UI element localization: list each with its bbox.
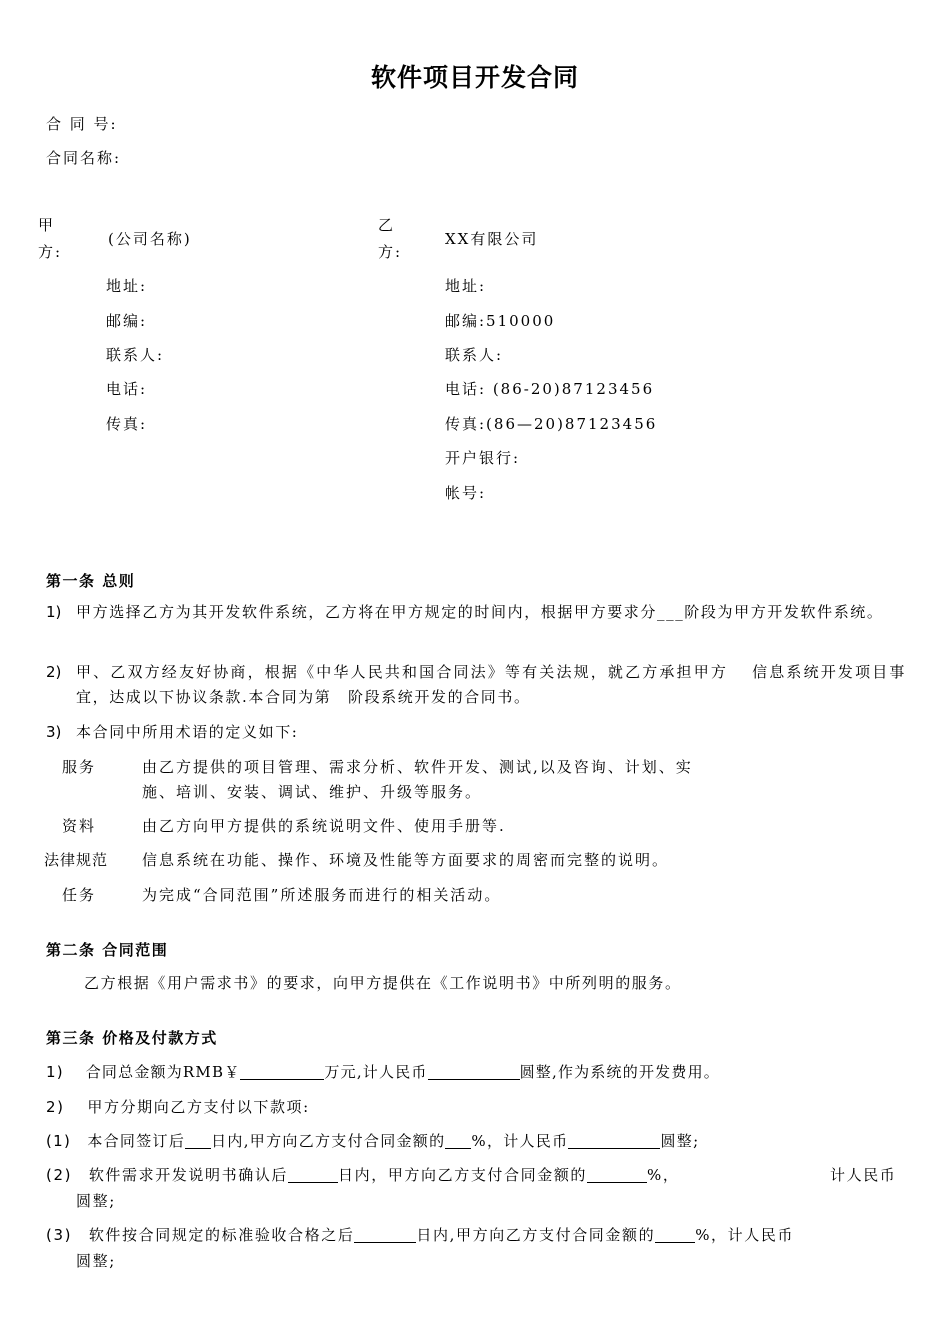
article-3-heading: 第三条 价格及付款方式 <box>46 1029 218 1047</box>
item-number: 2) <box>46 1098 65 1116</box>
item-number: (3) <box>46 1226 73 1244</box>
blank-amount-rmb[interactable] <box>428 1063 520 1080</box>
stage-1-text-a: 本合同签订后 <box>87 1132 186 1150</box>
party-b-address: 地址: <box>445 277 487 295</box>
party-b-label-line1: 乙 <box>378 216 396 234</box>
term-materials: 资料 <box>62 817 97 835</box>
party-b-phone: 电话: (86-20)87123456 <box>445 380 655 398</box>
party-a-name: (公司名称) <box>108 230 192 248</box>
item-text: 本合同中所用术语的定义如下: <box>76 723 299 741</box>
stage-1-text-c: %，计人民币 <box>471 1132 569 1150</box>
article-3-item-1 <box>46 1061 720 1082</box>
party-a-address: 地址: <box>106 277 148 295</box>
item-text: 甲方分期向乙方支付以下款项: <box>87 1098 310 1116</box>
item-number: (2) <box>46 1166 73 1184</box>
article-2-heading: 第二条 合同范围 <box>46 941 169 959</box>
item-number: 1) <box>46 603 62 621</box>
total-amount-prefix: 合同总金额为RMB￥ <box>85 1063 241 1081</box>
stage-3-text-e: 圆整; <box>76 1252 116 1270</box>
payment-stage-1 <box>46 1130 699 1151</box>
blank-days[interactable] <box>288 1166 338 1183</box>
article-1-item-2 <box>46 660 906 710</box>
payment-stage-3 <box>46 1224 794 1245</box>
party-b-bank: 开户银行: <box>445 449 521 467</box>
party-a-contact: 联系人: <box>106 346 165 364</box>
contract-name-label: 合同名称: <box>46 149 122 167</box>
article-1-item-3 <box>46 720 906 745</box>
blank-rmb[interactable] <box>568 1132 660 1149</box>
party-a-fax: 传真: <box>106 415 148 433</box>
party-b-postcode: 邮编:510000 <box>445 312 556 330</box>
stage-2-text-c: %， <box>647 1166 680 1184</box>
term-task-definition: 为完成“合同范围”所述服务而进行的相关活动。 <box>142 886 502 904</box>
article-2-text: 乙方根据《用户需求书》的要求，向甲方提供在《工作说明书》中所列明的服务。 <box>84 974 682 992</box>
term-legal-norms-definition: 信息系统在功能、操作、环境及性能等方面要求的周密而完整的说明。 <box>142 851 670 869</box>
total-amount-suffix: 圆整,作为系统的开发费用。 <box>519 1063 720 1081</box>
item-text: 甲、乙双方经友好协商，根据《中华人民共和国合同法》等有关法规，就乙方承担甲方 信息系统开发项目事宜，达成以下协议条款.本合同为第 阶段系统开发的合同书。 <box>76 663 906 706</box>
stage-2-text-e: 圆整; <box>76 1192 116 1210</box>
blank-percent[interactable] <box>445 1132 471 1149</box>
term-task: 任务 <box>62 886 97 904</box>
stage-1-text-b: 日内,甲方向乙方支付合同金额的 <box>211 1132 446 1150</box>
stage-2-text-b: 日内，甲方向乙方支付合同金额的 <box>338 1166 588 1184</box>
party-a-phone: 电话: <box>106 380 148 398</box>
party-a-label-line1: 甲 <box>38 216 56 234</box>
item-number: 3) <box>46 723 62 741</box>
total-amount-middle: 万元,计人民币 <box>324 1063 428 1081</box>
contract-number-label: 合 同 号: <box>46 115 118 133</box>
stage-2-text-a: 软件需求开发说明书确认后 <box>88 1166 289 1184</box>
party-b-fax: 传真:(86—20)87123456 <box>445 415 658 433</box>
article-3-item-2 <box>46 1096 310 1117</box>
stage-1-text-d: 圆整; <box>660 1132 700 1150</box>
blank-percent[interactable] <box>587 1166 647 1183</box>
item-number: 1) <box>46 1063 64 1081</box>
term-legal-norms: 法律规范 <box>44 851 109 869</box>
blank-days[interactable] <box>185 1132 211 1149</box>
term-materials-definition: 由乙方向甲方提供的系统说明文件、使用手册等. <box>142 817 506 835</box>
article-1-item-1 <box>46 600 906 625</box>
party-b-label-line2: 方: <box>378 243 403 261</box>
stage-3-text-a: 软件按合同规定的标准验收合格之后 <box>88 1226 355 1244</box>
stage-2-text-d: 计人民币 <box>830 1166 897 1184</box>
blank-percent[interactable] <box>655 1226 695 1243</box>
party-b-name: XX有限公司 <box>445 230 539 248</box>
stage-3-text-c: %，计人民币 <box>695 1226 795 1244</box>
stage-3-text-b: 日内,甲方向乙方支付合同金额的 <box>416 1226 656 1244</box>
blank-amount-wan[interactable] <box>240 1063 324 1080</box>
term-service: 服务 <box>62 758 97 776</box>
blank-days[interactable] <box>354 1226 416 1243</box>
contract-title: 软件项目开发合同 <box>370 63 579 92</box>
article-1-heading: 第一条 总则 <box>46 572 136 590</box>
party-a-postcode: 邮编: <box>106 312 148 330</box>
item-number: (1) <box>46 1132 72 1150</box>
party-a-label-line2: 方: <box>38 243 63 261</box>
item-number: 2) <box>46 663 62 681</box>
party-b-account: 帐号: <box>445 484 487 502</box>
term-service-definition: 由乙方提供的项目管理、需求分析、软件开发、测试,以及咨询、计划、实施、培训、安装、调试、维护、升级等服务。 <box>142 758 693 801</box>
item-text: 甲方选择乙方为其开发软件系统，乙方将在甲方规定的时间内，根据甲方要求分___阶段为甲方开发软件系统。 <box>76 603 884 621</box>
party-b-contact: 联系人: <box>445 346 504 364</box>
payment-stage-2 <box>46 1164 679 1185</box>
